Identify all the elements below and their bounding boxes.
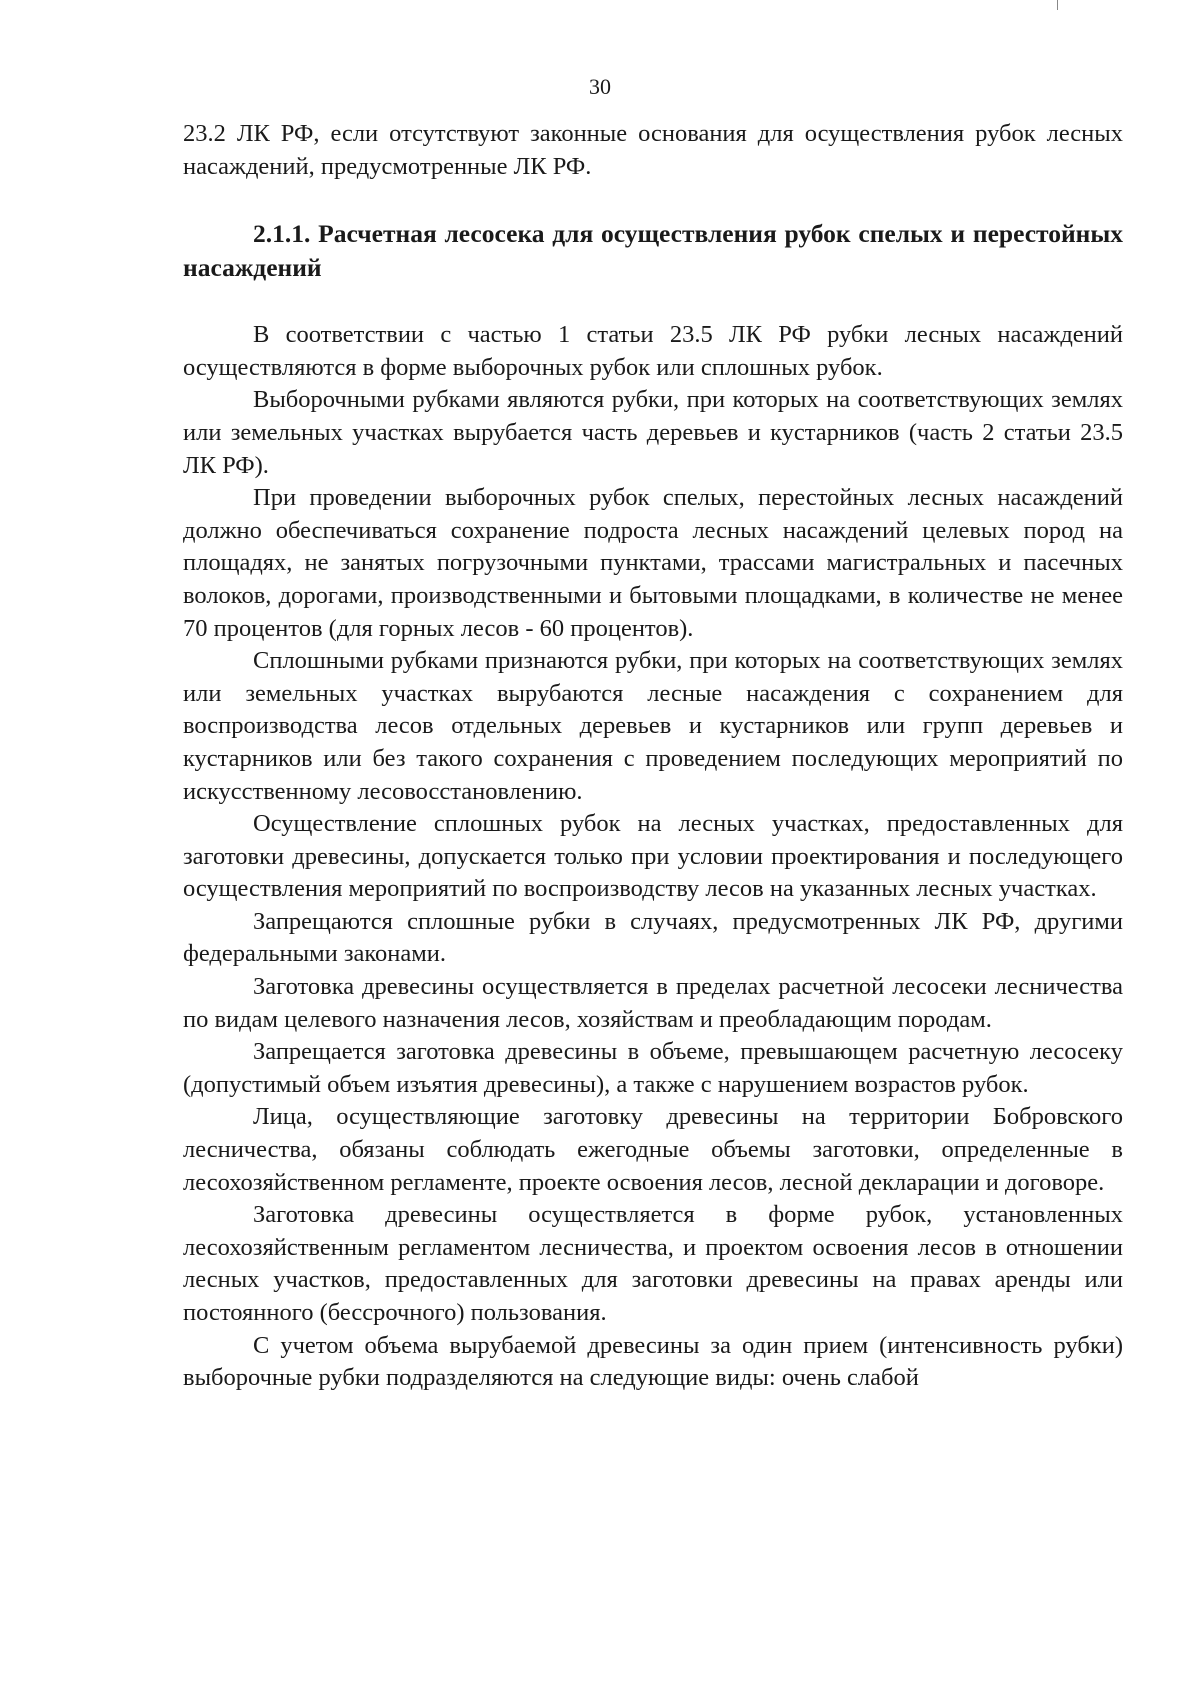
paragraph: Запрещаются сплошные рубки в случаях, предусмотренных ЛК РФ, другими федеральными законами.	[183, 907, 1123, 968]
section-title: Расчетная лесосека для осуществления рубок спелых и перестойных насаждений	[183, 219, 1124, 283]
paragraph: Заготовка древесины осуществляется в пределах расчетной лесосеки лесничества по видам целевого назначения лесов, хозяйствам и преобладающим породам.	[183, 973, 1123, 1033]
page-number: 30	[589, 74, 611, 99]
paragraph: Лица, осуществляющие заготовку древесины на территории Бобровского лесничества, обязаны соблюдать ежегодные объемы заготовки, определенные в лесохозяйственном регламенте, проекте освоения лесов, лесной декларации и договоре.	[183, 1103, 1123, 1196]
paragraph: С учетом объема вырубаемой древесины за один прием (интенсивность рубки) выборочные рубки подразделяются на следующие виды: очень слабой	[183, 1331, 1123, 1392]
paragraph: Запрещается заготовка древесины в объеме, превышающем расчетную лесосеку (допустимый объем изъятия древесины), а также с нарушением возрастов рубок.	[183, 1038, 1123, 1098]
paragraph: При проведении выборочных рубок спелых, перестойных лесных насаждений должно обеспечиваться сохранение подроста лесных насаждений целевых пород на площадях, не занятых погрузочными пунктами, трассами магистральных и пасечных волоков, дорогами, производственными и бытовыми площадками, в количестве не менее 70 процентов (для горных лесов - 60 процентов).	[183, 484, 1123, 642]
section-number: 2.1.1.	[253, 219, 311, 249]
paragraph: В соответствии с частью 1 статьи 23.5 ЛК РФ рубки лесных насаждений осуществляются в форме выборочных рубок или сплошных рубок.	[183, 321, 1123, 381]
paragraph: Выборочными рубками являются рубки, при которых на соответствующих землях или земельных участках вырубается часть деревьев и кустарников (часть 2 статьи 23.5 ЛК РФ).	[183, 386, 1123, 479]
page-body	[183, 118, 1123, 1395]
scan-edge-mark	[1057, 0, 1058, 10]
paragraph: Сплошными рубками признаются рубки, при которых на соответствующих землях или земельных участках вырубаются лесные насаждения с сохранением для воспроизводства лесов отдельных деревьев и кустарников или групп деревьев и кустарников или без такого сохранения с проведением последующих мероприятий по искусственному лесовосстановлению.	[183, 647, 1123, 805]
paragraph: Осуществление сплошных рубок на лесных участках, предоставленных для заготовки древесины, допускается только при условии проектирования и последующего осуществления мероприятий по воспроизводству лесов на указанных лесных участках.	[183, 810, 1123, 903]
section-heading	[183, 217, 1123, 285]
paragraph: Заготовка древесины осуществляется в форме рубок, установленных лесохозяйственным регламентом лесничества, и проектом освоения лесов в отношении лесных участков, предоставленных для заготовки древесины на правах аренды или постоянного (бессрочного) пользования.	[183, 1201, 1123, 1326]
continuation-paragraph: 23.2 ЛК РФ, если отсутствуют законные основания для осуществления рубок лесных насаждений, предусмотренные ЛК РФ.	[183, 120, 1123, 180]
